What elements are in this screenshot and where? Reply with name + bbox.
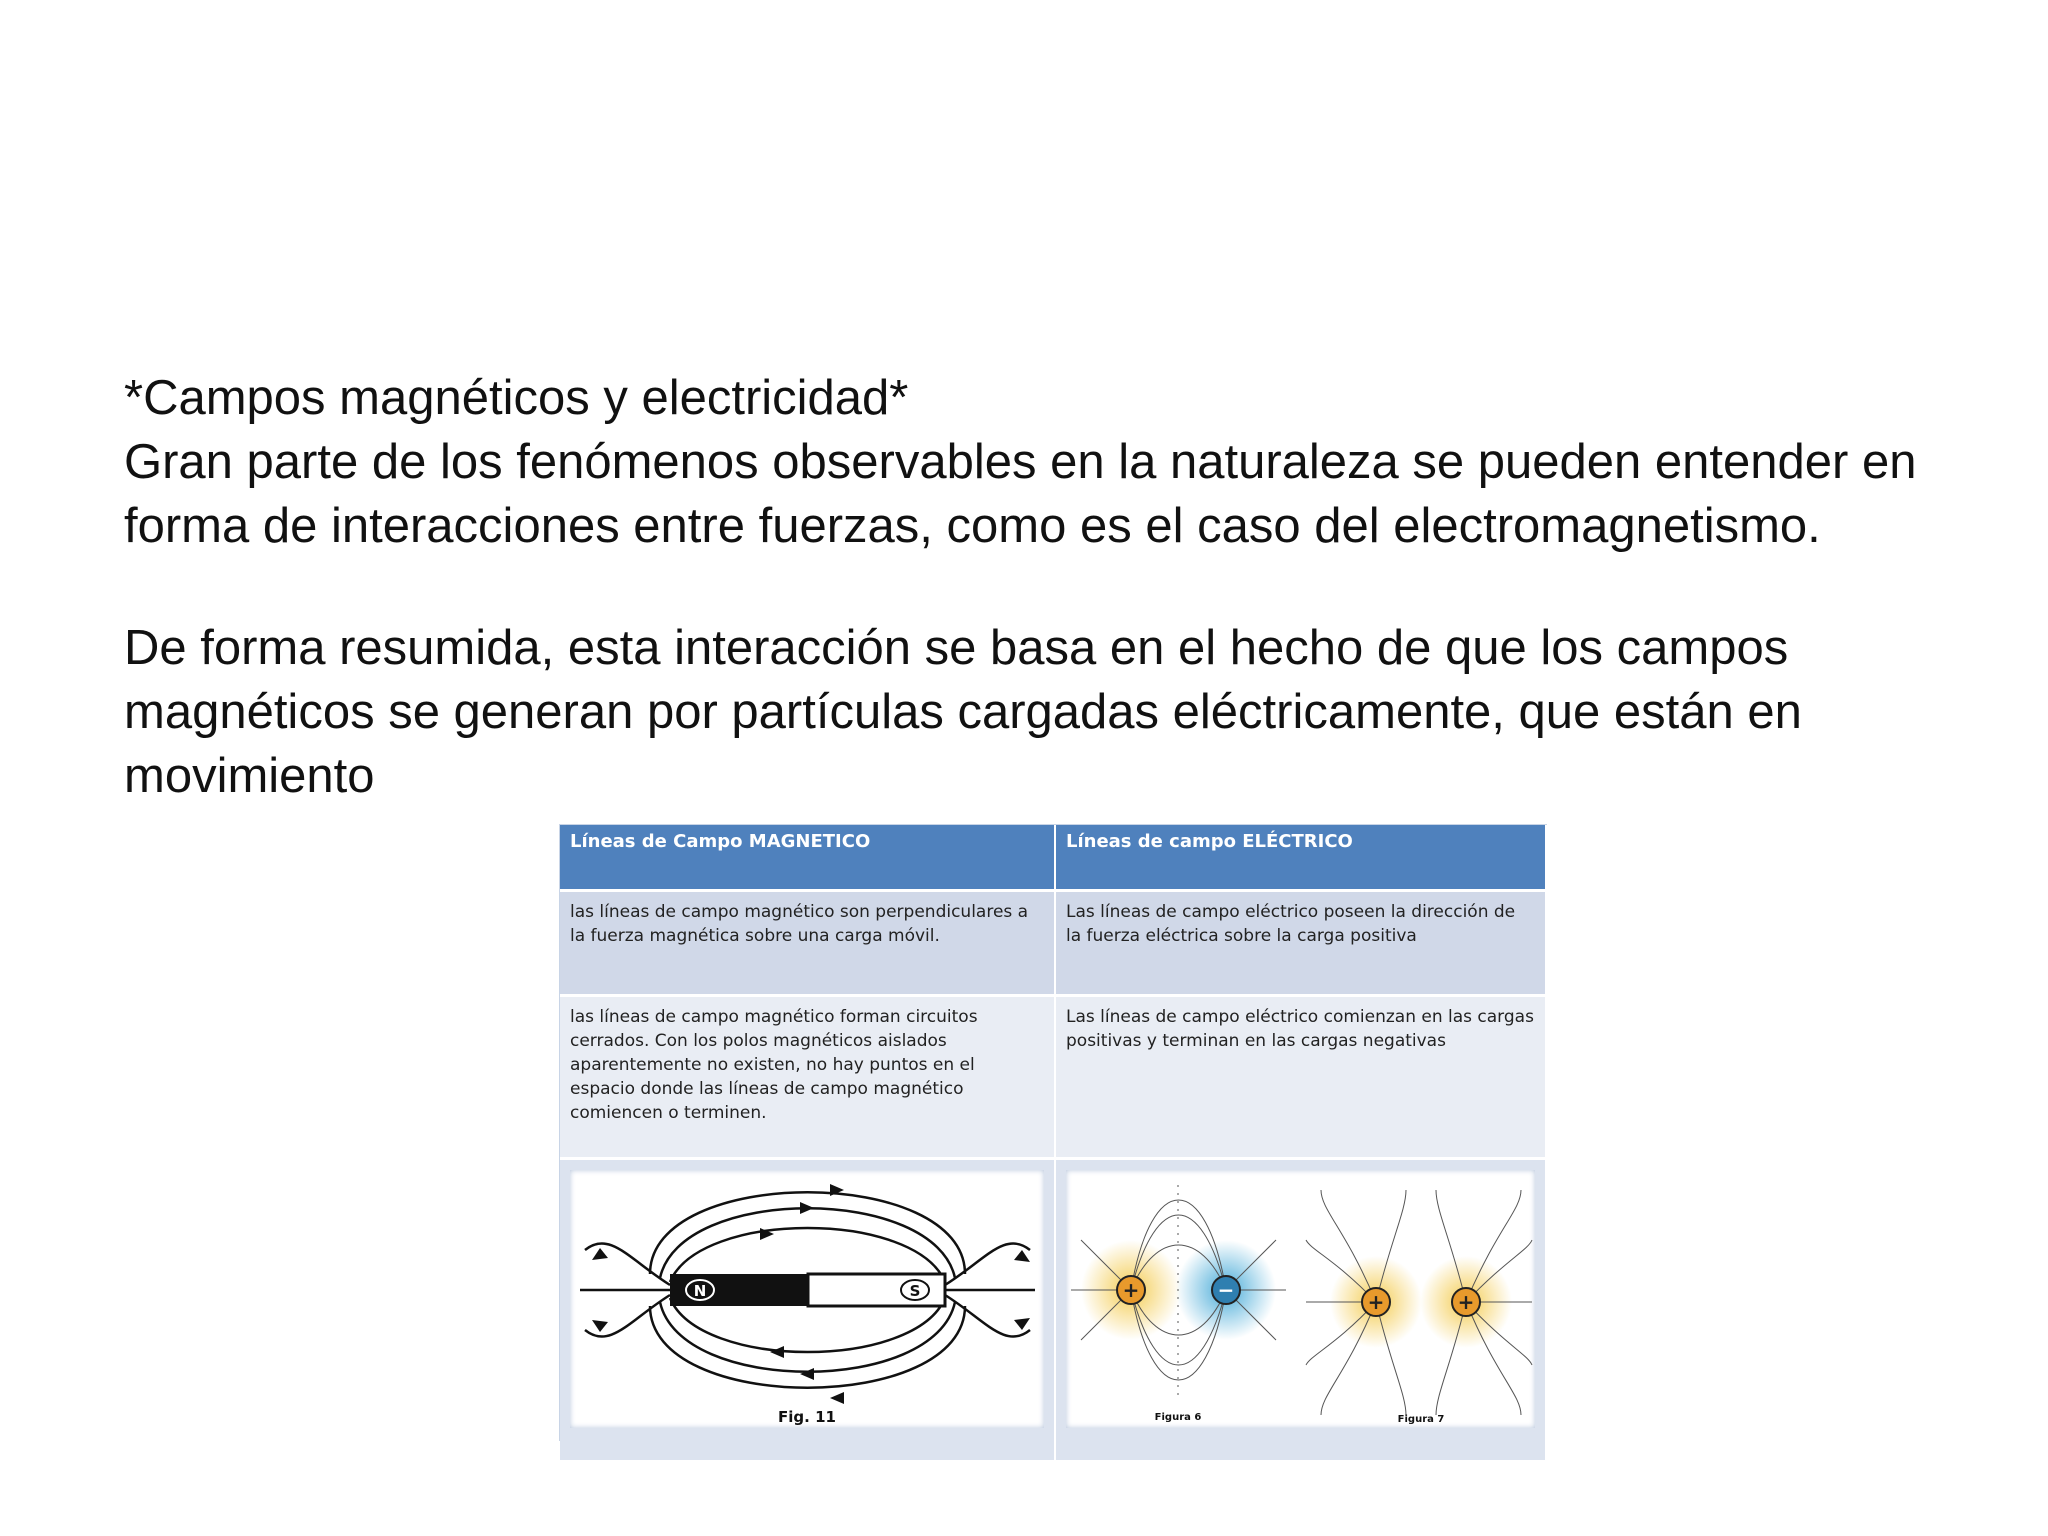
magnet-caption: Fig. 11 bbox=[778, 1408, 836, 1426]
comparison-table bbox=[560, 825, 1547, 1460]
cell-magnet-image bbox=[560, 1159, 1055, 1461]
paragraph-summary: De forma resumida, esta interacción se basa en el hecho de que los campos magnéticos se generan por partículas cargadas eléctricamente, que están en movimiento bbox=[124, 621, 1802, 803]
slide-text bbox=[124, 366, 2024, 808]
south-pole-label: S bbox=[909, 1282, 921, 1300]
like-charges-figure bbox=[1306, 1190, 1532, 1425]
positive-charge-left-label: + bbox=[1367, 1290, 1385, 1314]
figure-6-caption: Figura 6 bbox=[1154, 1412, 1202, 1423]
cell-electric-image bbox=[1055, 1159, 1546, 1461]
cell-magnetic-1: las líneas de campo magnético son perpendiculares a la fuerza magnética sobre una carga móvil. bbox=[560, 891, 1055, 996]
magnet-field-illustration bbox=[570, 1170, 1044, 1428]
cell-magnetic-2: las líneas de campo magnético forman circuitos cerrados. Con los polos magnéticos aislados aparentemente no existen, no hay puntos en el espacio donde las líneas de campo magnético comiencen o terminen. bbox=[560, 996, 1055, 1159]
spacer bbox=[124, 558, 2024, 616]
dipole-field-lines bbox=[1071, 1185, 1286, 1395]
cell-electric-1: Las líneas de campo eléctrico poseen la dirección de la fuerza eléctrica sobre la carga positiva bbox=[1055, 891, 1546, 996]
magnet-field-diagram bbox=[570, 1170, 1045, 1428]
comparison-figure bbox=[559, 824, 1547, 1441]
north-pole-label: N bbox=[693, 1282, 707, 1300]
positive-charge-label: + bbox=[1122, 1278, 1140, 1302]
cell-electric-2: Las líneas de campo eléctrico comienzan en las cargas positivas y terminan en las cargas negativas bbox=[1055, 996, 1546, 1159]
paragraph-intro: Gran parte de los fenómenos observables en la naturaleza se pueden entender en forma de interacciones entre fuerzas, como es el caso del electromagnetismo. bbox=[124, 435, 1917, 553]
negative-charge-label: − bbox=[1217, 1278, 1235, 1302]
bar-magnet bbox=[670, 1274, 945, 1306]
header-magnetic: Líneas de Campo MAGNETICO bbox=[560, 825, 1055, 891]
slide-title: *Campos magnéticos y electricidad* bbox=[124, 371, 909, 425]
header-electric: Líneas de campo ELÉCTRICO bbox=[1055, 825, 1546, 891]
positive-charge-right-label: + bbox=[1457, 1290, 1475, 1314]
electric-field-illustration bbox=[1066, 1170, 1535, 1428]
dipole-figure bbox=[1071, 1185, 1286, 1423]
electric-field-diagram bbox=[1066, 1170, 1537, 1428]
figure-7-caption: Figura 7 bbox=[1397, 1414, 1445, 1425]
